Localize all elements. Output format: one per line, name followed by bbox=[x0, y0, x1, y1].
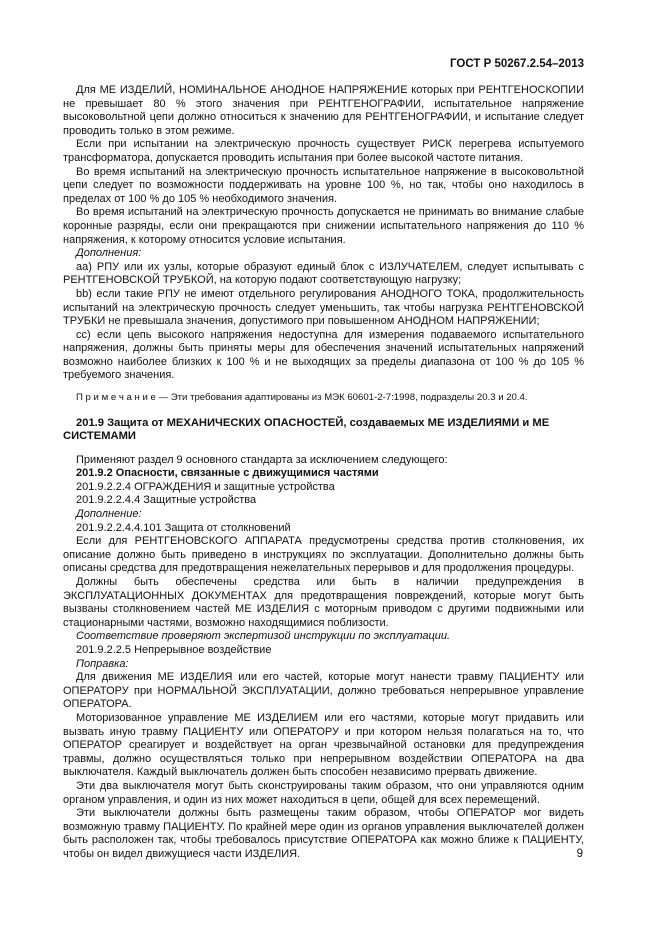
note: П р и м е ч а н и е — Эти требования адаптированы из МЭК 60601-2-7:1998, подразделы 20.3 и 20.4. bbox=[76, 392, 528, 404]
paragraph: Эти два выключателя могут быть сконструированы таким образом, что они управляются одним органом управления, и один из них может находиться в цепи, общей для всех перемещений. bbox=[63, 779, 584, 806]
paragraph: Моторизованное управление МЕ ИЗДЕЛИЕМ или его частями, которые могут придавить или вызвать иную травму ПАЦИЕНТУ или ОПЕРАТОРУ и при котором нельзя полагаться на то, что ОПЕРАТОР среагирует и воздействует на орган чрезвычайной остановки для предупреждения травмы, должно осуществляться только при непрерывном воздействии ОПЕРАТОРА на два выключателя. Каждый выключатель должен быть способен независимо прервать движение. bbox=[63, 711, 584, 779]
compliance-text: Соответствие проверяют экспертизой инструкции по эксплуатации. bbox=[76, 630, 451, 643]
paragraph: Для МЕ ИЗДЕЛИЙ, НОМИНАЛЬНОЕ АНОДНОЕ НАПРЯЖЕНИЕ которых при РЕНТГЕНОСКОПИИ не превышает 80 % этого значения при РЕНТГЕНОГРАФИИ, испытательное напряжение высоковольтной цепи должно относиться к значению для РЕНТГЕНОГРАФИИ, и испытание следует проводить только в этом режиме. bbox=[63, 84, 584, 137]
body-text bbox=[63, 84, 584, 861]
amendment-label: Поправка: bbox=[76, 657, 129, 670]
clause-heading: 201.9.2.2.5 Непрерывное воздействие bbox=[76, 643, 272, 656]
section-heading: 201.9 Защита от МЕХАНИЧЕСКИХ ОПАСНОСТЕЙ, создаваемых МЕ ИЗДЕЛИЯМИ и МЕ СИСТЕМАМИ bbox=[63, 416, 550, 442]
paragraph: Если для РЕНТГЕНОВСКОГО АППАРАТА предусмотрены средства против столкновения, их описание должно быть приведено в инструкциях по эксплуатации. Дополнительно должны быть описаны средства для предотвращения нежелательных перерывов и для продолжения процедуры. bbox=[63, 535, 584, 575]
paragraph: Во время испытаний на электрическую прочность допускается не принимать во внимание слабые коронные разряды, если они прекращаются при снижении испытательного напряжения до 110 % напряжения, к которому относится условие испытания. bbox=[63, 206, 584, 246]
paragraph: Для движения МЕ ИЗДЕЛИЯ или его частей, которые могут нанести травму ПАЦИЕНТУ или ОПЕРАТОРУ при НОРМАЛЬНОЙ ЭКСПЛУАТАЦИИ, должно требоваться непрерывное управление ОПЕРАТОРА. bbox=[63, 671, 584, 711]
addition-item: bb) если такие РПУ не имеют отдельного регулирования АНОДНОГО ТОКА, продолжительность испытаний на электрическую прочность следует уменьшить, так чтобы нагрузка РЕНТГЕНОВСКОЙ ТРУБКИ не превышала значения, допустимого при повышенном АНОДНОМ НАПРЯЖЕНИИ; bbox=[63, 287, 584, 328]
applies-text: Применяют раздел 9 основного стандарта за исключением следующего: bbox=[76, 453, 448, 466]
clause-heading: 201.9.2.2.4 ОГРАЖДЕНИЯ и защитные устройства bbox=[76, 480, 335, 493]
paragraph: Если при испытании на электрическую прочность существует РИСК перегрева испытуемого трансформатора, допускается проводить испытания при более высокой частоте питания. bbox=[63, 138, 584, 164]
addition-item: аа) РПУ или их узлы, которые образуют единый блок с ИЗЛУЧАТЕЛЕМ, следует испытывать с РЕНТГЕНОВСКОЙ ТРУБКОЙ, на которую подают соответствующую нагрузку; bbox=[63, 260, 584, 287]
clause-heading: 201.9.2.2.4.4.101 Защита от столкновений bbox=[76, 521, 291, 534]
document-id: ГОСТ Р 50267.2.54–2013 bbox=[450, 58, 584, 70]
paragraph: Эти выключатели должны быть размещены таким образом, чтобы ОПЕРАТОР мог видеть возможную травму ПАЦИЕНТУ. По крайней мере один из органов управления выключателей должен быть расположен так, чтобы требовалось присутствие ОПЕРАТОРА как можно ближе к ПАЦИЕНТУ, чтобы он видел движущиеся части ИЗДЕЛИЯ. bbox=[63, 807, 584, 860]
subsection-heading: 201.9.2 Опасности, связанные с движущимися частями bbox=[76, 467, 379, 480]
addition-label: Дополнение: bbox=[76, 508, 142, 521]
addition-item: сс) если цепь высокого напряжения недоступна для измерения подаваемого испытательного напряжения, должны быть приняты меры для обеспечения значений испытательных напряжений возможно наиболее близких к 100 % и не выходящих за пределы диапазона от 100 % до 105 % требуемого значения. bbox=[63, 328, 584, 382]
additions-label: Дополнения: bbox=[76, 247, 142, 260]
paragraph: Должны быть обеспечены средства или быть в наличии предупреждения в ЭКСПЛУАТАЦИОННЫХ ДОКУМЕНТАХ для предотвращения повреждений, которые могут быть вызваны столкновением частей МЕ ИЗДЕЛИЯ с моторным приводом с другими подвижными или стационарными частями, возможно находящимися поблизости. bbox=[63, 576, 584, 629]
clause-heading: 201.9.2.2.4.4 Защитные устройства bbox=[76, 494, 257, 507]
page-number: 9 bbox=[576, 848, 583, 860]
paragraph: Во время испытаний на электрическую прочность испытательное напряжение в высоковольтной цепи следует по возможности поддерживать на уровне 100 %, но так, чтобы оно находилось в пределах от 100 % до 105 % необходимого значения. bbox=[63, 165, 584, 205]
